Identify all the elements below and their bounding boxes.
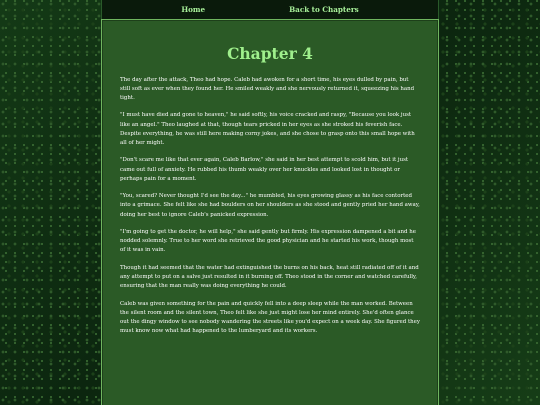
chapter-paragraph: Caleb was given something for the pain and quickly fell into a deep sleep while the man worked. Between the silent room and the silent town, Theo felt like she just might lose her mind entirely. She'd often glance out the dingy window to see nobody wandering the streets like you'd expect on a week day. She figured they must know now what had happened to the lumberyard and its workers.	[120, 300, 420, 335]
top-nav	[101, 0, 439, 19]
nav-back-to-chapters-link[interactable]: Back to Chapters	[289, 5, 359, 14]
chapter-content	[101, 19, 439, 405]
chapter-paragraph: The day after the attack, Theo had hope. Caleb had awoken for a short time, his eyes dulled by pain, but still soft as ever when they found her. He smiled weakly and she nervously returned it, squeezing his hand tight.	[120, 76, 415, 101]
chapter-paragraph: "I must have died and gone to heaven," he said softly, his voice cracked and raspy, "Because you look just like an angel." Theo laughed at that, though tears pricked in her eyes as she stroked his feverish face. Despite everything, he was still here making corny jokes, and she chose to grasp onto this small hope with all of her might.	[120, 112, 415, 146]
nav-home-link[interactable]: Home	[181, 5, 206, 14]
chapter-paragraph: "I'm going to get the doctor, he will help," she said gently but firmly. His expression dampened a bit and he nodded solemnly. True to her word she retrieved the good physician and he started his work, though most of it was in vain.	[120, 228, 416, 254]
chapter-paragraph: "Don't scare me like that ever again, Caleb Barlow," she said in her best attempt to scold him, but it just came out full of anxiety. He rubbed his thumb weakly over her knuckles and looked lost in thought or perhaps pain for a moment.	[120, 157, 409, 182]
chapter-paragraph: Though it had seemed that the water had extinguished the burns on his back, heat still radiated off of it and any attempt to put on a salve just resulted in it burning off. Theo stood in the corner and watched carefully, ensuring that the man really was doing everything he could.	[120, 264, 419, 290]
chapter-title: Chapter 4	[227, 44, 313, 63]
chapter-body	[102, 45, 438, 336]
chapter-paragraph: "You, scared? Never thought I'd see the day..." he mumbled, his eyes growing glassy as his face contorted into a grimace. She felt like she had boulders on her shoulders as she stood and gently pried her hand away, doing her best to ignore Caleb's panicked expression.	[120, 193, 420, 218]
page	[101, 0, 439, 405]
